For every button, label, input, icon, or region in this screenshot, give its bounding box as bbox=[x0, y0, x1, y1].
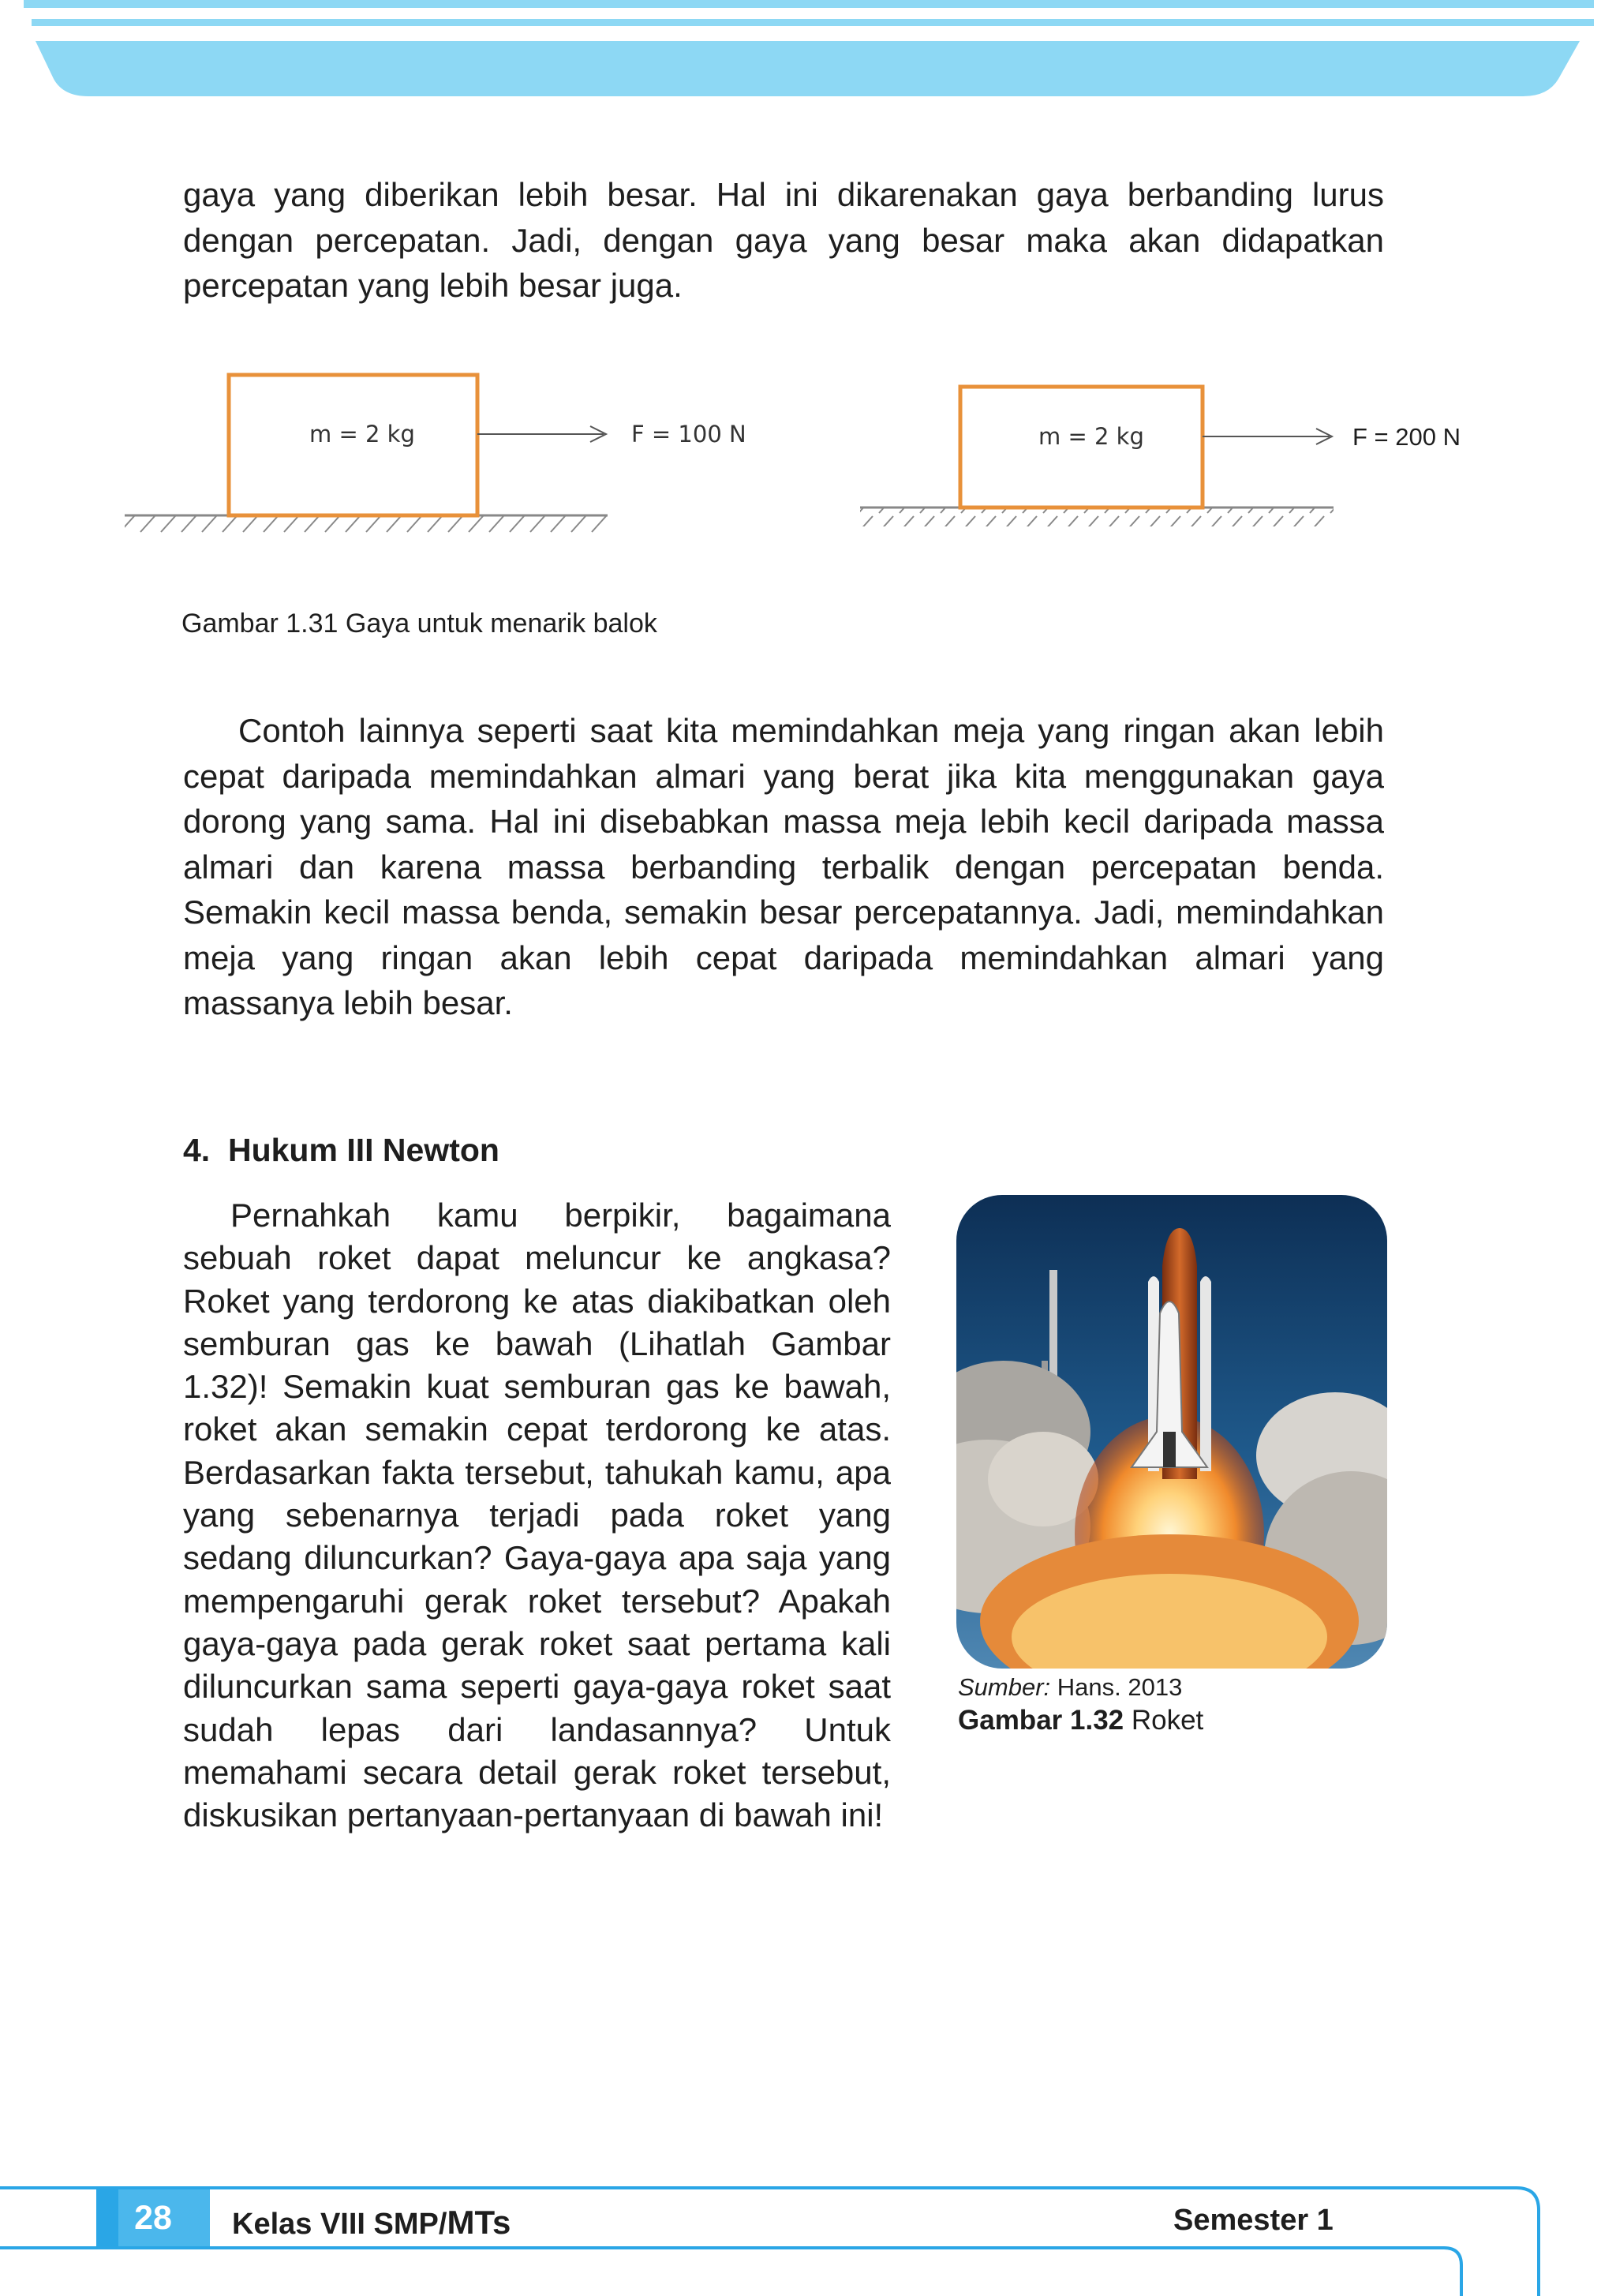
footer-semester: Semester 1 bbox=[1173, 2204, 1334, 2237]
source-value: Hans. 2013 bbox=[1050, 1673, 1183, 1701]
figure-131-diagram bbox=[118, 363, 1491, 560]
right-mass-label: m = 2 kg bbox=[1038, 423, 1144, 450]
caption-label: Gambar 1.32 bbox=[958, 1705, 1124, 1736]
left-force-label: F = 100 N bbox=[631, 421, 746, 448]
caption-value: Roket bbox=[1124, 1705, 1204, 1736]
intro-paragraph: gaya yang diberikan lebih besar. Hal ini dikarenakan gaya berbanding lurus dengan percepatan. Jadi, dengan gaya yang besar maka akan didapatkan percepatan yang lebih besar juga. bbox=[183, 176, 1384, 304]
footer-class-prefix: Kelas VIII SMP/ bbox=[232, 2208, 447, 2241]
header-banner bbox=[0, 0, 1616, 103]
section-paragraph: Pernahkah kamu berpikir, bagaimana sebuah roket dapat meluncur ke angkasa? Roket yang terdorong ke atas diakibatkan oleh semburan gas ke bawah (Lihatlah Gambar 1.32)! Semakin kuat semburan gas ke bawah, roket akan semakin cepat terdorong ke atas. Berdasarkan fakta tersebut, tahukah kamu, apa yang sebenarnya terjadi pada roket yang sedang diluncurkan? Gaya-gaya apa saja yang mempengaruhi gerak roket tersebut? Apakah gaya-gaya pada gerak roket saat pertama kali diluncurkan sama seperti gaya-gaya roket saat sudah lepas dari landasannya? Untuk memahami secara detail gerak roket tersebut, diskusikan pertanyaan-pertanyaan di bawah ini! bbox=[183, 1197, 891, 1834]
rocket-launch-image bbox=[956, 1195, 1387, 1669]
page-number: 28 bbox=[134, 2199, 172, 2237]
section-heading: 4. Hukum III Newton bbox=[183, 1132, 499, 1168]
footer-class-suffix: MTs bbox=[447, 2204, 511, 2241]
figure-131-caption: Gambar 1.31 Gaya untuk menarik balok bbox=[181, 609, 657, 639]
figure-132-source bbox=[958, 1673, 1182, 1702]
left-mass-label: m = 2 kg bbox=[309, 421, 415, 448]
paragraph-2: Contoh lainnya seperti saat kita memindahkan meja yang ringan akan lebih cepat daripada memindahkan almari yang berat jika kita menggunakan gaya dorong yang sama. Hal ini disebabkan massa meja lebih kecil daripada massa almari dan karena massa berbanding terbalik dengan percepatan benda. Semakin kecil massa benda, semakin besar percepatannya. Jadi, memindahkan meja yang ringan akan lebih cepat daripada memindahkan almari yang massanya lebih besar. bbox=[183, 712, 1384, 1021]
footer-class-label bbox=[232, 2204, 511, 2242]
source-label: Sumber: bbox=[958, 1673, 1051, 1701]
right-force-label: F = 200 N bbox=[1352, 423, 1461, 451]
figure-132-caption bbox=[958, 1705, 1203, 1736]
